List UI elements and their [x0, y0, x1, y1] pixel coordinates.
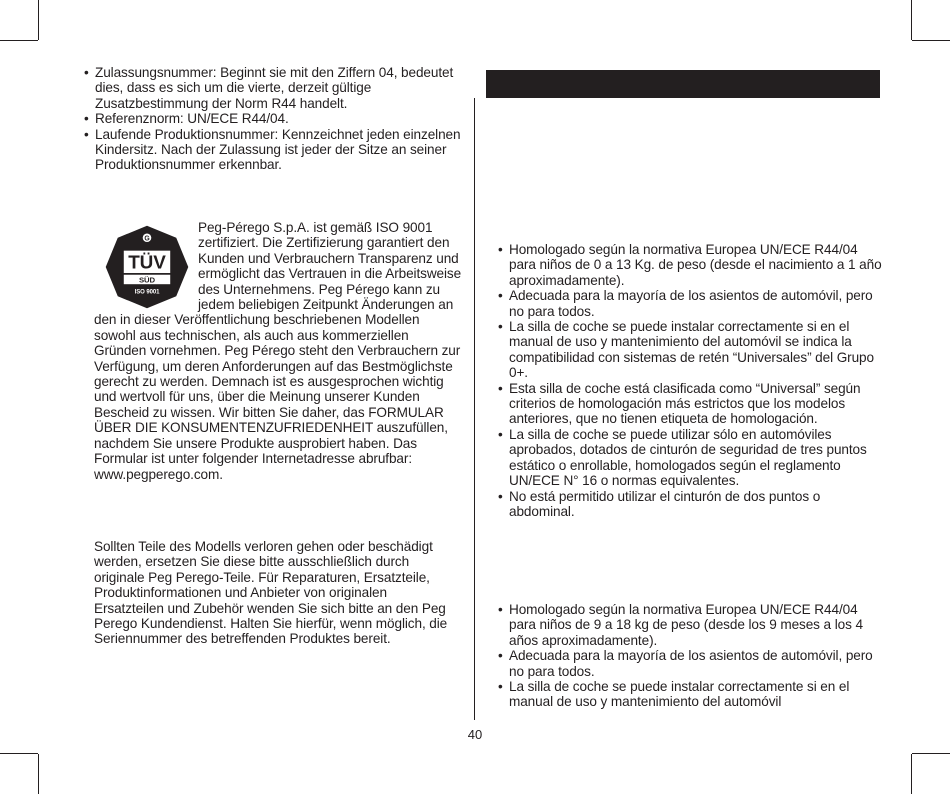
column-divider [474, 98, 475, 720]
certification-text: Peg-Pérego S.p.A. ist gemäß ISO 9001 zertifiziert. Die Zertifizierung garantiert den Kunden und Verbrauchern Transparenz und ermöglicht das Vertrauen in die Arbeitsweise des Unternehmens. Peg Pérego kann zu jedem beliebigen Zeitpunkt Änderungen an den in dieser Veröffentlichung beschriebenen Modellen sowohl aus technischen, als auch aus kommerziellen Gründen vornehmen. Peg Pérego steht den Verbrauchern zur Verfügung, um deren Anforderungen auf das Bestmöglichste gerecht zu werden. Demnach ist es ausgesprochen wichtig und wertvoll für uns, über die Meinung unserer Kunden Bescheid zu wissen. Wir bitten Sie daher, das FORMULAR ÜBER DIE KONSUMENTENZUFRIEDENHEIT auszufüllen, nachdem Sie unsere Produkte ausprobiert haben. Das Formular ist unter folgender Internetadresse abrufbar: www.pegperego.com. [94, 220, 462, 482]
homologation-label-list [84, 65, 464, 173]
logo-cert: ISO 9001 [134, 289, 160, 296]
list-item: • Zulassungsnummer: Beginnt sie mit den Ziffern 04, bedeutet dies, dass es sich um die vierte, derzeit gültige Zusatzbestimmung der Norm R44 handelt. [84, 65, 464, 111]
list-item: • La silla de coche se puede instalar correctamente si en el manual de uso y mantenimiento del automóvil se indica la compatibilidad con sistemas de retén “Universales” del Grupo 0+. [498, 319, 882, 381]
certification-section [94, 220, 464, 482]
list-item: • No está permitido utilizar el cinturón de dos puntos o abdominal. [498, 489, 882, 520]
logo-mark: G [144, 235, 150, 243]
section-header-bar [486, 70, 880, 98]
crop-mark [38, 0, 39, 40]
spare-parts-paragraph: Sollten Teile des Modells verloren gehen oder beschädigt werden, ersetzen Sie diese bitte ausschließlich durch originale Peg Perego-Teile. Für Reparaturen, Ersatzteile, Produktinformationen und Anbieter von originalen Ersatzteilen und Zubehör wenden Sie sich bitte an den Peg Perego Kundendienst. Halten Sie hierfür, wenn möglich, die Seriennummer des betreffenden Produktes bereit. [94, 539, 448, 647]
list-item: • Laufende Produktionsnummer: Kennzeichnet jeden einzelnen Kindersitz. Nach der Zulassung ist jeder der Sitze an seiner Produktionsnummer erkennbar. [84, 127, 464, 173]
crop-mark [911, 0, 912, 40]
crop-mark [912, 753, 950, 754]
list-item: • Referenznorm: UN/ECE R44/04. [84, 111, 464, 126]
list-item: • Homologado según la normativa Europea UN/ECE R44/04 para niños de 9 a 18 kg de peso (desde los 9 meses a los 4 años aproximadamente). [498, 602, 882, 648]
group1-requirements-list [498, 602, 882, 710]
list-item: • Adecuada para la mayoría de los asientos de automóvil, pero no para todos. [498, 648, 882, 679]
crop-mark [912, 40, 950, 41]
logo-brand: TÜV [128, 252, 166, 274]
list-item: • Homologado según la normativa Europea UN/ECE R44/04 para niños de 0 a 13 Kg. de peso (desde el nacimiento a 1 año aproximadamente). [498, 242, 882, 288]
list-item: • Adecuada para la mayoría de los asientos de automóvil, pero no para todos. [498, 288, 882, 319]
crop-mark [0, 40, 38, 41]
crop-mark [38, 754, 39, 794]
group0-requirements-list [498, 242, 882, 519]
list-item: • La silla de coche se puede instalar correctamente si en el manual de uso y mantenimiento del automóvil [498, 679, 882, 710]
crop-mark [0, 753, 38, 754]
logo-sub: SÜD [138, 275, 156, 285]
page-number: 40 [467, 727, 483, 742]
list-item: • La silla de coche se puede utilizar sólo en automóviles aprobados, dotados de cinturón de seguridad de tres puntos estático o enrollable, homologados según el reglamento UN/ECE N° 16 o normas equivalentes. [498, 427, 882, 489]
tuv-sud-iso-logo [104, 224, 190, 310]
list-item: • Esta silla de coche está clasificada como “Universal” según criterios de homologación más estrictos que los modelos anteriores, que no tienen etiqueta de homologación. [498, 381, 882, 427]
crop-mark [911, 754, 912, 794]
